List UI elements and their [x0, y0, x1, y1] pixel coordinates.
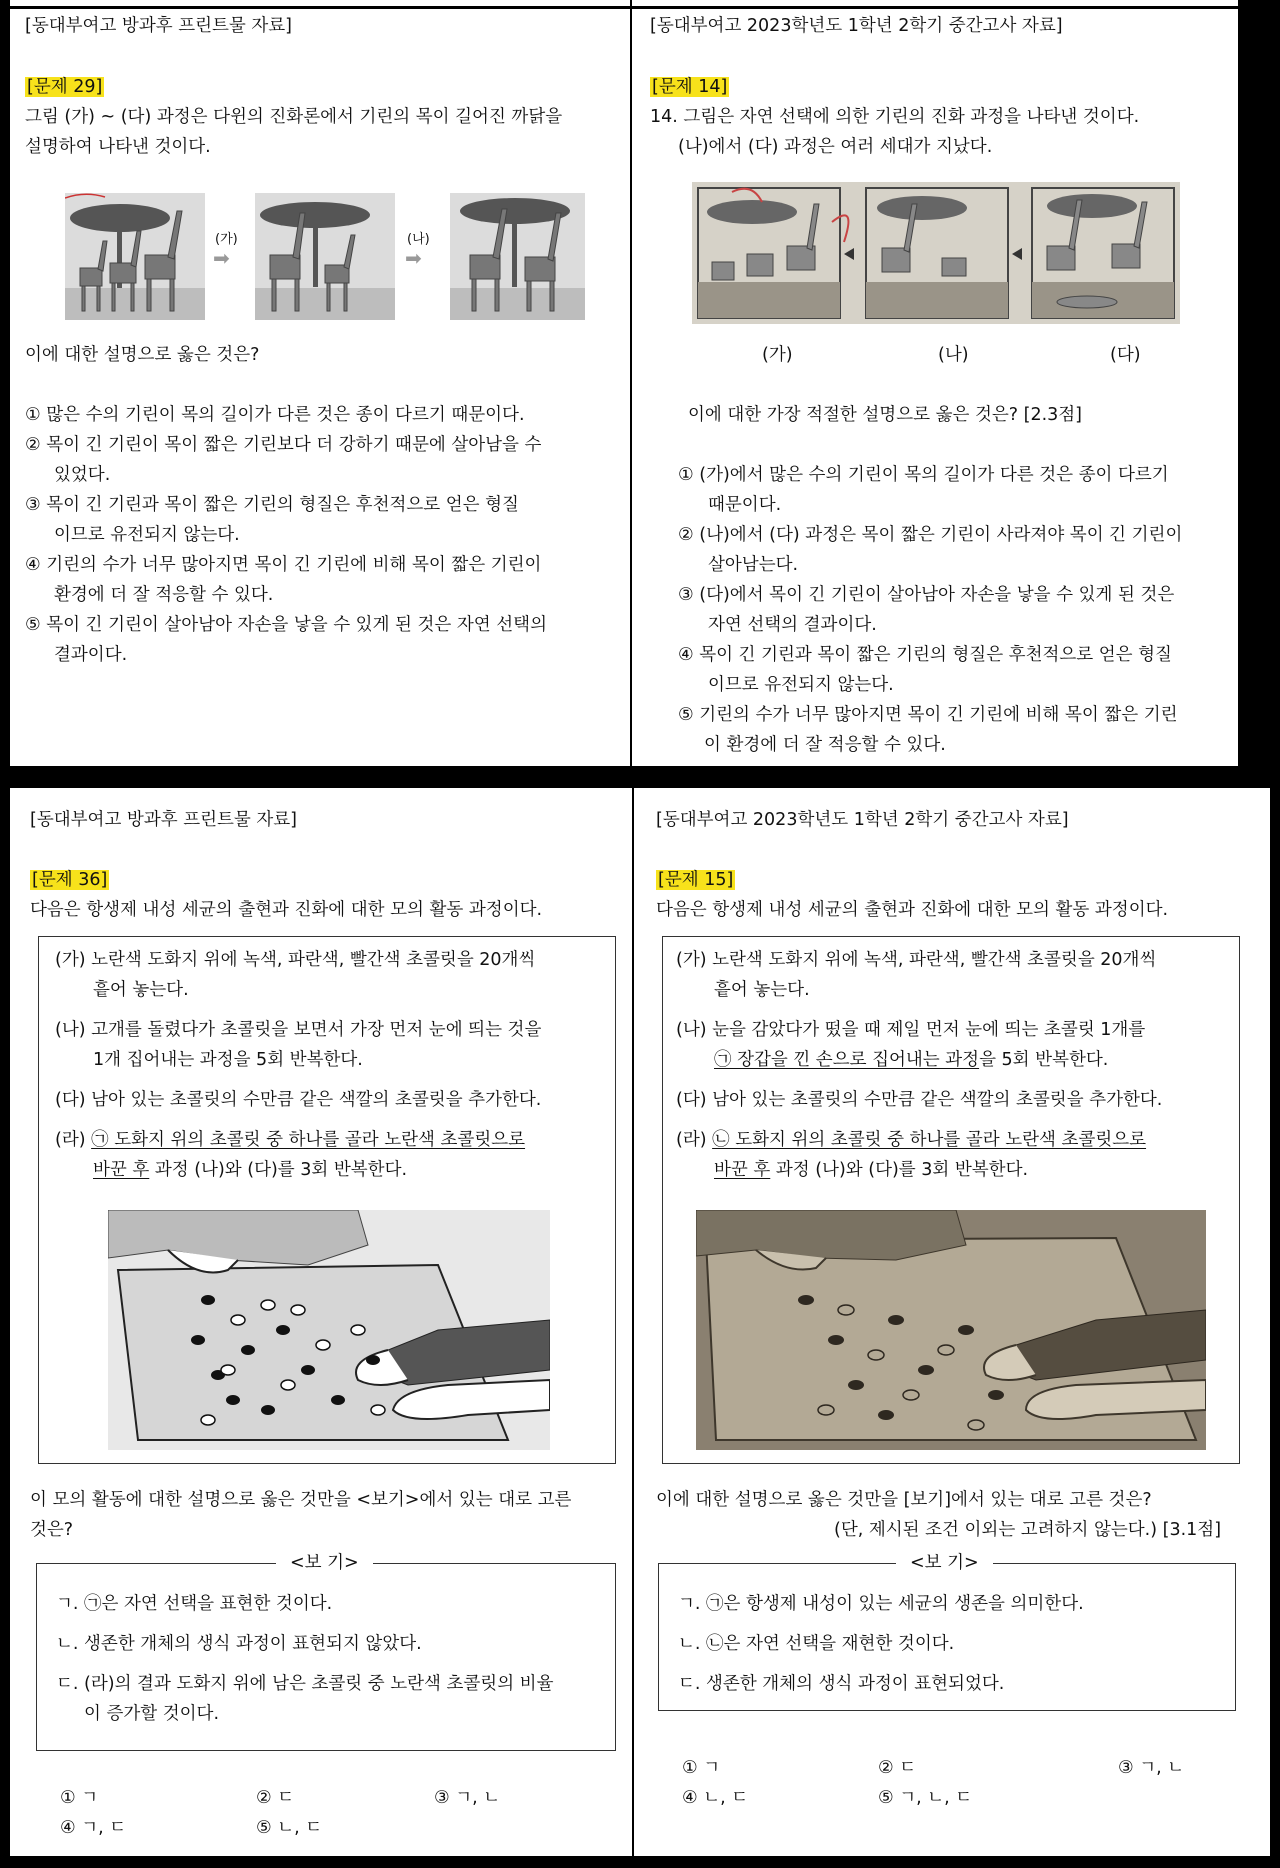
doc-header: [동대부여고 2023학년도 1학년 2학기 중간고사 자료]	[656, 810, 1069, 830]
doc-header: [동대부여고 방과후 프린트물 자료]	[25, 16, 293, 36]
choice-5[interactable]: ⑤ ㄴ, ㄷ	[256, 1818, 323, 1838]
step-na-cont: 1개 집어내는 과정을 5회 반복한다.	[93, 1050, 363, 1070]
option-2: ② 목이 긴 기린이 목이 짧은 기린보다 더 강하기 때문에 살아남을 수	[25, 435, 542, 455]
question-stem-line1: 14. 그림은 자연 선택에 의한 기린의 진화 과정을 나타낸 것이다.	[650, 107, 1140, 127]
step-da: (다) 남아 있는 초콜릿의 수만큼 같은 색깔의 초콜릿을 추가한다.	[676, 1090, 1163, 1110]
bottom-left-column	[10, 788, 632, 1856]
question-stem-line1: 그림 (가) ~ (다) 과정은 다윈의 진화론에서 기린의 목이 길어진 까닭을	[25, 107, 563, 127]
bottom-panel	[10, 788, 1270, 1856]
bogi-item-ga: ㄱ. ㉠은 항생제 내성이 있는 세균의 생존을 의미한다.	[678, 1594, 1084, 1614]
step-ra: (라) ㉡ 도화지 위의 초콜릿 중 하나를 골라 노란색 초콜릿으로	[676, 1130, 1147, 1150]
giraffe-image-3	[450, 193, 585, 320]
option-1: ① 많은 수의 기린이 목의 길이가 다른 것은 종이 다르기 때문이다.	[25, 405, 525, 425]
choice-5[interactable]: ⑤ ㄱ, ㄴ, ㄷ	[878, 1788, 973, 1808]
step-da: (다) 남아 있는 초콜릿의 수만큼 같은 색깔의 초콜릿을 추가한다.	[55, 1090, 542, 1110]
bogi-title: <보 기>	[896, 1551, 993, 1575]
arrow-label-ga: (가)	[215, 232, 238, 247]
giraffe-photo	[692, 182, 1180, 324]
giraffe-image-2	[255, 193, 395, 320]
choice-1[interactable]: ① ㄱ	[60, 1788, 99, 1808]
step-na: (나) 고개를 돌렸다가 초콜릿을 보면서 가장 먼저 눈에 띄는 것을	[55, 1020, 542, 1040]
option-2: ② (나)에서 (다) 과정은 목이 짧은 기린이 사라져야 목이 긴 기린이	[678, 525, 1183, 545]
step-ra-cont: 바꾼 후 과정 (나)와 (다)를 3회 반복한다.	[93, 1160, 408, 1180]
option-1-cont: 때문이다.	[708, 495, 782, 515]
problem-number: [문제 15]	[658, 870, 734, 890]
option-3: ③ (다)에서 목이 긴 기린이 살아남아 자손을 낳을 수 있게 된 것은	[678, 585, 1175, 605]
question-text-cont: 것은?	[30, 1520, 74, 1540]
chocolate-activity-image	[108, 1210, 550, 1450]
question-stem-line2: 설명하여 나타낸 것이다.	[25, 137, 211, 157]
choice-1[interactable]: ① ㄱ	[682, 1758, 721, 1778]
top-panel	[10, 0, 1238, 766]
step-ra: (라) ㉠ 도화지 위의 초콜릿 중 하나를 골라 노란색 초콜릿으로	[55, 1130, 526, 1150]
bogi-item-na: ㄴ. 생존한 개체의 생식 과정이 표현되지 않았다.	[56, 1634, 422, 1654]
question-note: (단, 제시된 조건 이외는 고려하지 않는다.) [3.1점]	[834, 1520, 1222, 1540]
bogi-item-da-cont: 이 증가할 것이다.	[84, 1704, 220, 1724]
option-2-cont: 있었다.	[54, 465, 111, 485]
step-ga-cont: 흩어 놓는다.	[714, 980, 810, 1000]
question-text: 이에 대한 설명으로 옳은 것은?	[25, 345, 260, 365]
choice-2[interactable]: ② ㄷ	[878, 1758, 917, 1778]
option-5-cont: 이 환경에 더 잘 적응할 수 있다.	[704, 735, 946, 755]
bogi-item-na: ㄴ. ㉡은 자연 선택을 재현한 것이다.	[678, 1634, 955, 1654]
top-right-column	[632, 0, 1238, 766]
problem-number: [문제 29]	[27, 77, 103, 97]
question-stem-line2: (나)에서 (다) 과정은 여러 세대가 지났다.	[678, 137, 993, 157]
option-3-cont: 이므로 유전되지 않는다.	[54, 525, 240, 545]
option-4-cont: 환경에 더 잘 적응할 수 있다.	[54, 585, 274, 605]
option-5-cont: 결과이다.	[54, 645, 128, 665]
option-5: ⑤ 기린의 수가 너무 많아지면 목이 긴 기린에 비해 목이 짧은 기린	[678, 705, 1178, 725]
bogi-title: <보 기>	[276, 1551, 373, 1575]
arrow-right-icon: ➡	[213, 246, 230, 270]
doc-header: [동대부여고 2023학년도 1학년 2학기 중간고사 자료]	[650, 16, 1063, 36]
doc-header: [동대부여고 방과후 프린트물 자료]	[30, 810, 298, 830]
giraffe-image-1	[65, 193, 205, 320]
step-ga-cont: 흩어 놓는다.	[93, 980, 189, 1000]
question-text: 이에 대한 설명으로 옳은 것만을 [보기]에서 있는 대로 고른 것은?	[656, 1490, 1152, 1510]
choice-4[interactable]: ④ ㄱ, ㄷ	[60, 1818, 127, 1838]
option-3-cont: 자연 선택의 결과이다.	[708, 615, 877, 635]
option-3: ③ 목이 긴 기린과 목이 짧은 기린의 형질은 후천적으로 얻은 형질	[25, 495, 519, 515]
arrow-label-na: (나)	[407, 232, 430, 247]
step-ga: (가) 노란색 도화지 위에 녹색, 파란색, 빨간색 초콜릿을 20개씩	[676, 950, 1157, 970]
option-4: ④ 기린의 수가 너무 많아지면 목이 긴 기린에 비해 목이 짧은 기린이	[25, 555, 542, 575]
option-4-cont: 이므로 유전되지 않는다.	[708, 675, 894, 695]
choice-3[interactable]: ③ ㄱ, ㄴ	[434, 1788, 501, 1808]
caption-na: (나)	[938, 345, 969, 365]
option-4: ④ 목이 긴 기린과 목이 짧은 기린의 형질은 후천적으로 얻은 형질	[678, 645, 1172, 665]
bogi-item-da: ㄷ. (라)의 결과 도화지 위에 남은 초콜릿 중 노란색 초콜릿의 비율	[56, 1674, 554, 1694]
problem-number: [문제 36]	[32, 870, 108, 890]
bogi-item-ga: ㄱ. ㉠은 자연 선택을 표현한 것이다.	[56, 1594, 333, 1614]
step-ra-cont: 바꾼 후 과정 (나)와 (다)를 3회 반복한다.	[714, 1160, 1029, 1180]
step-na-cont: ㉠ 장갑을 낀 손으로 집어내는 과정을 5회 반복한다.	[714, 1050, 1109, 1070]
bottom-right-column	[634, 788, 1270, 1856]
question-text: 이 모의 활동에 대한 설명으로 옳은 것만을 <보기>에서 있는 대로 고른	[30, 1490, 572, 1510]
choice-3[interactable]: ③ ㄱ, ㄴ	[1118, 1758, 1185, 1778]
question-stem: 다음은 항생제 내성 세균의 출현과 진화에 대한 모의 활동 과정이다.	[656, 900, 1169, 920]
choice-4[interactable]: ④ ㄴ, ㄷ	[682, 1788, 749, 1808]
chocolate-activity-photo	[696, 1210, 1206, 1450]
step-ga: (가) 노란색 도화지 위에 녹색, 파란색, 빨간색 초콜릿을 20개씩	[55, 950, 536, 970]
option-2-cont: 살아남는다.	[708, 555, 799, 575]
caption-ga: (가)	[762, 345, 793, 365]
bogi-item-da: ㄷ. 생존한 개체의 생식 과정이 표현되었다.	[678, 1674, 1005, 1694]
problem-number: [문제 14]	[652, 77, 728, 97]
option-5: ⑤ 목이 긴 기린이 살아남아 자손을 낳을 수 있게 된 것은 자연 선택의	[25, 615, 547, 635]
top-left-column	[10, 0, 630, 766]
caption-da: (다)	[1110, 345, 1141, 365]
option-1: ① (가)에서 많은 수의 기린이 목의 길이가 다른 것은 종이 다르기	[678, 465, 1169, 485]
question-text: 이에 대한 가장 적절한 설명으로 옳은 것은? [2.3점]	[688, 405, 1083, 425]
step-na: (나) 눈을 감았다가 떴을 때 제일 먼저 눈에 띄는 초콜릿 1개를	[676, 1020, 1146, 1040]
arrow-right-icon: ➡	[405, 246, 422, 270]
choice-2[interactable]: ② ㄷ	[256, 1788, 295, 1808]
question-stem: 다음은 항생제 내성 세균의 출현과 진화에 대한 모의 활동 과정이다.	[30, 900, 543, 920]
